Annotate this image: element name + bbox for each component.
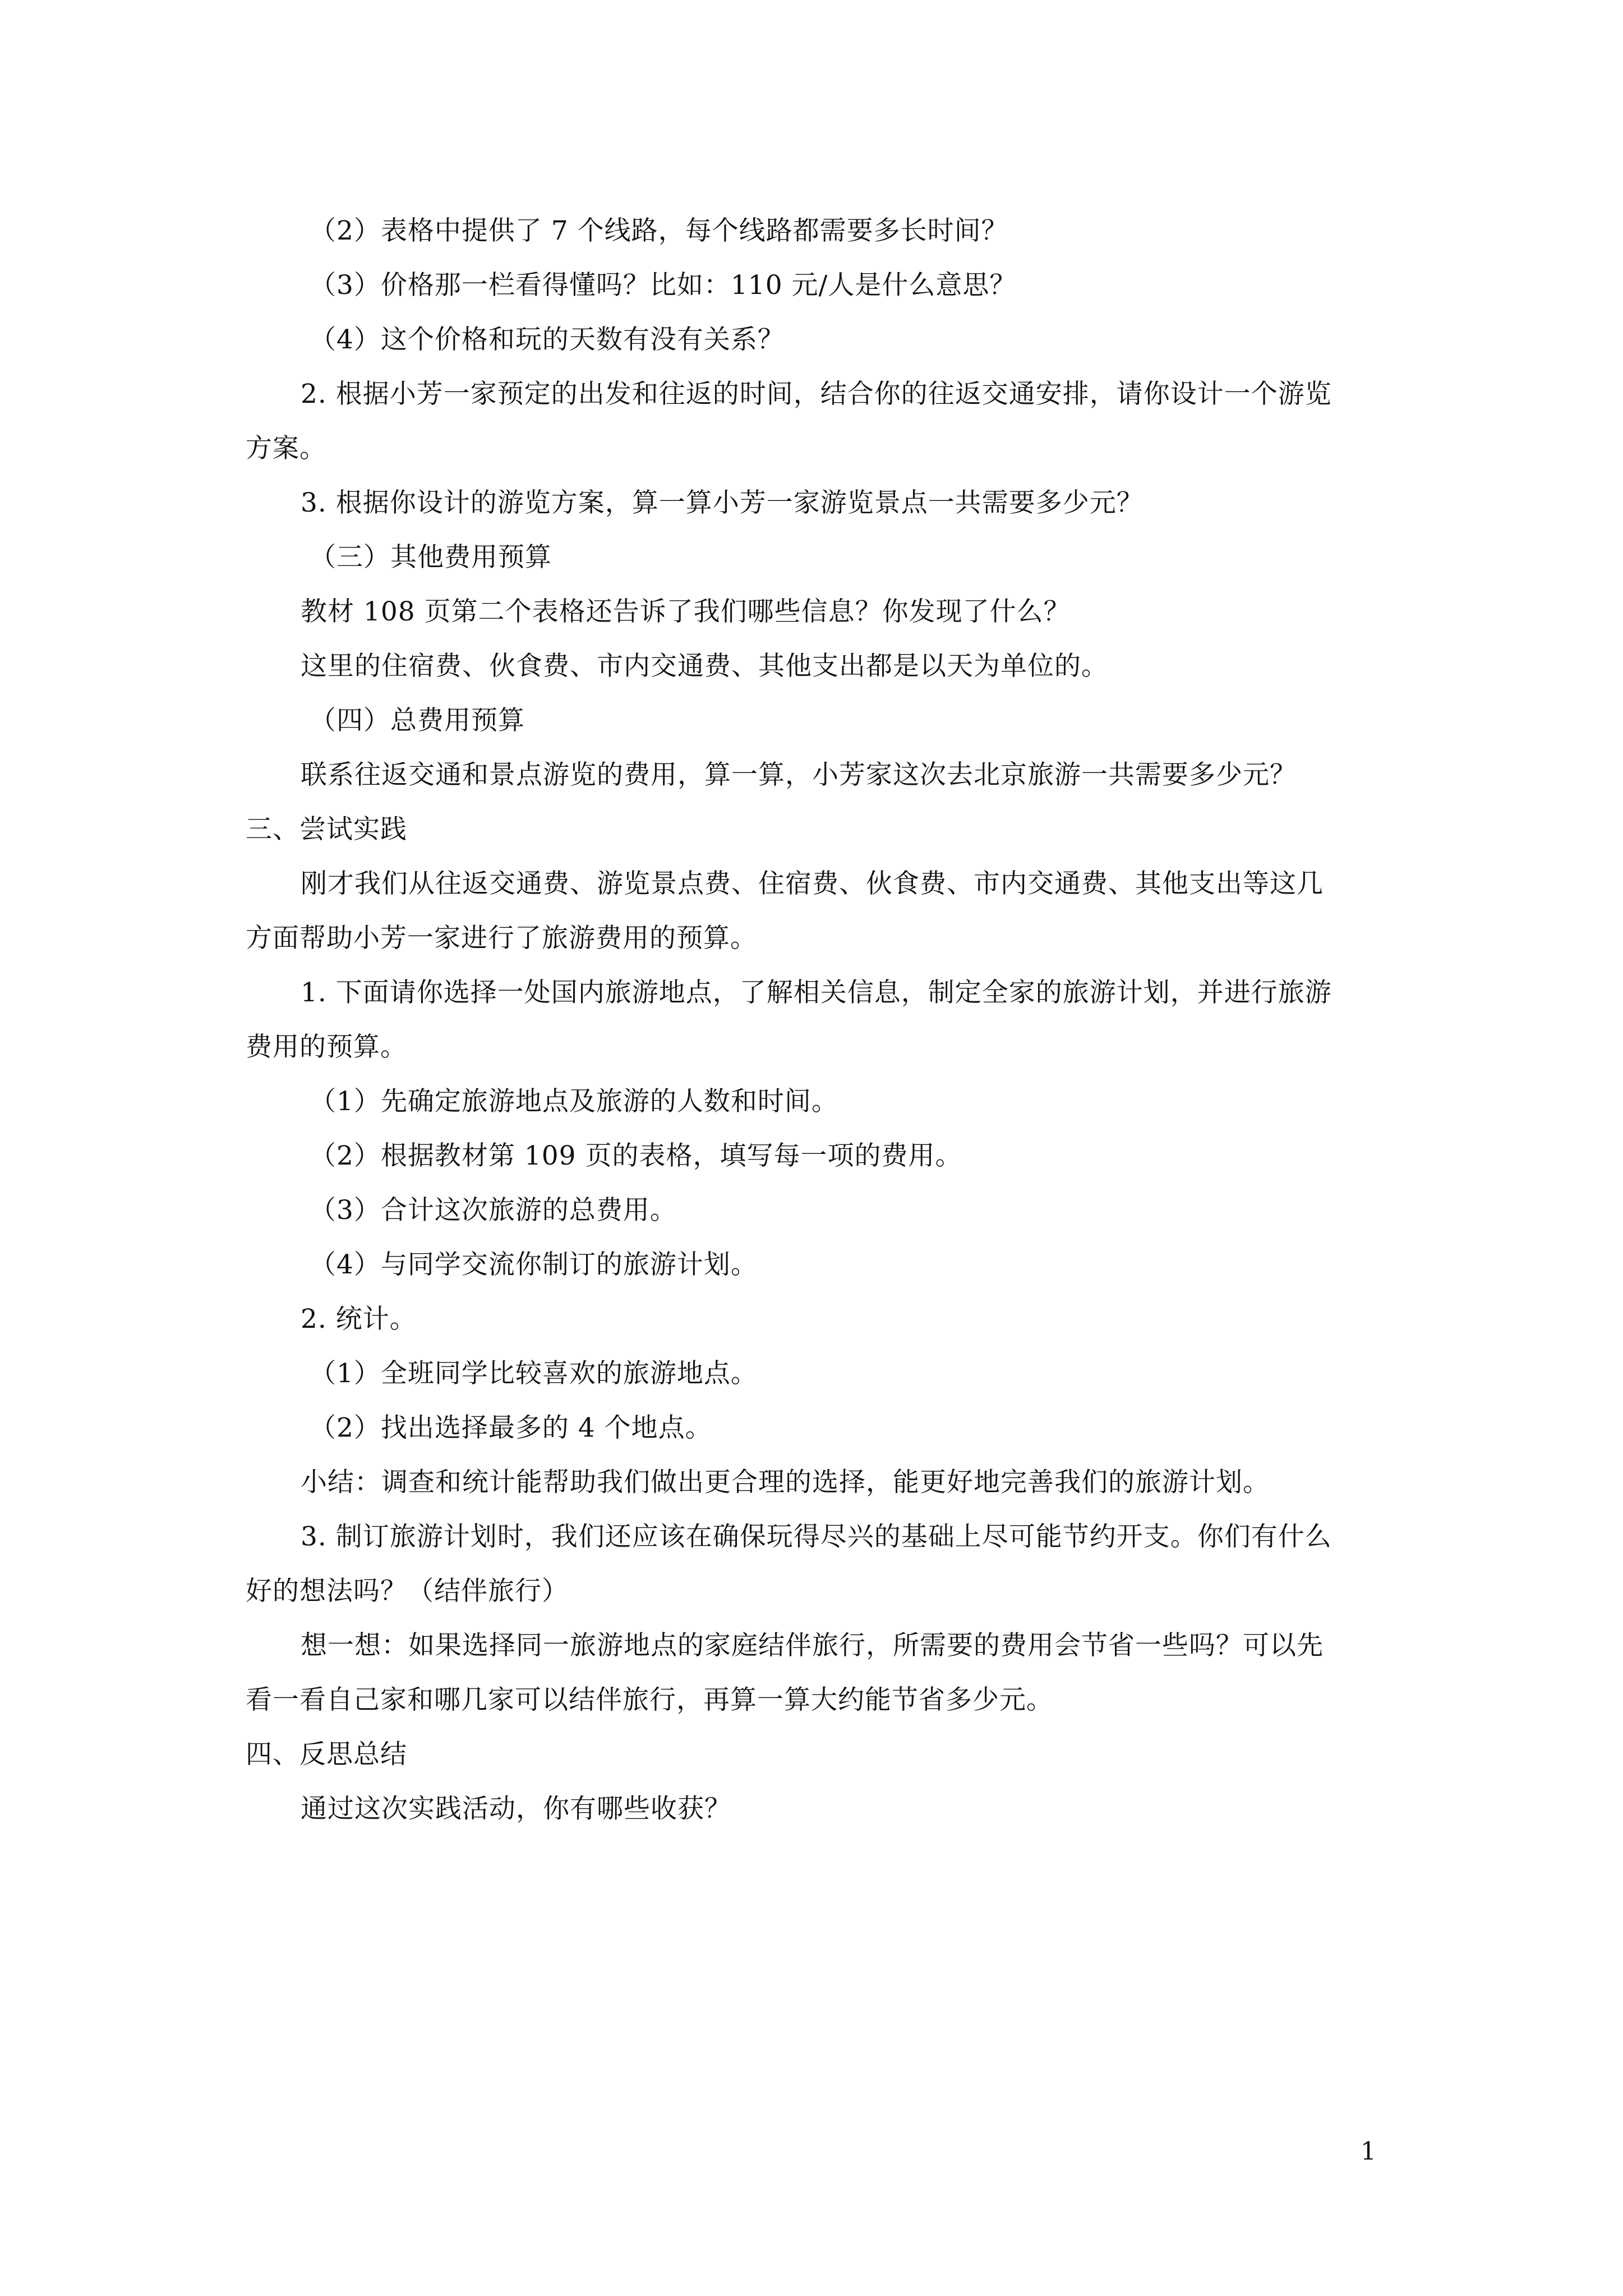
paragraph-line: （2）找出选择最多的 4 个地点。 [310, 1412, 712, 1443]
paragraph-line: 刚才我们从往返交通费、游览景点费、住宿费、伙食费、市内交通费、其他支出等这几 [301, 868, 1324, 899]
paragraph-line: 想一想：如果选择同一旅游地点的家庭结伴旅行，所需要的费用会节省一些吗？可以先 [301, 1630, 1324, 1661]
paragraph-line: 方面帮助小芳一家进行了旅游费用的预算。 [246, 923, 757, 954]
page-number: 1 [1361, 2137, 1376, 2166]
paragraph-line: 3. 制订旅游计划时，我们还应该在确保玩得尽兴的基础上尽可能节约开支。你们有什么 [301, 1521, 1332, 1552]
section-heading: 三、尝试实践 [246, 814, 407, 845]
paragraph-line: 联系往返交通和景点游览的费用，算一算，小芳家这次去北京旅游一共需要多少元？ [301, 760, 1297, 790]
section-heading: （三）其他费用预算 [310, 542, 552, 573]
paragraph-line: （2）根据教材第 109 页的表格，填写每一项的费用。 [310, 1140, 962, 1171]
section-heading: （四）总费用预算 [310, 705, 525, 736]
paragraph-line: 通过这次实践活动，你有哪些收获？ [301, 1793, 731, 1824]
paragraph-line: （4）这个价格和玩的天数有没有关系？ [310, 324, 785, 355]
paragraph-line: （3）价格那一栏看得懂吗？比如：110 元/人是什么意思？ [310, 270, 1017, 301]
paragraph-line: （1）全班同学比较喜欢的旅游地点。 [310, 1358, 758, 1389]
paragraph-line: （2）表格中提供了 7 个线路，每个线路都需要多长时间？ [310, 215, 1008, 246]
paragraph-line: 1. 下面请你选择一处国内旅游地点，了解相关信息，制定全家的旅游计划，并进行旅游 [301, 977, 1332, 1008]
section-heading: 四、反思总结 [246, 1739, 407, 1770]
paragraph-line: 方案。 [246, 433, 326, 464]
paragraph-line: （4）与同学交流你制订的旅游计划。 [310, 1249, 758, 1280]
paragraph-line: （1）先确定旅游地点及旅游的人数和时间。 [310, 1086, 838, 1117]
paragraph-line: 3. 根据你设计的游览方案，算一算小芳一家游览景点一共需要多少元？ [301, 487, 1144, 518]
paragraph-line: 好的想法吗？（结伴旅行） [246, 1576, 569, 1607]
paragraph-line: 小结：调查和统计能帮助我们做出更合理的选择，能更好地完善我们的旅游计划。 [301, 1467, 1270, 1498]
paragraph-line: 教材 108 页第二个表格还告诉了我们哪些信息？你发现了什么？ [301, 596, 1071, 627]
paragraph-line: 这里的住宿费、伙食费、市内交通费、其他支出都是以天为单位的。 [301, 651, 1108, 682]
paragraph-line: （3）合计这次旅游的总费用。 [310, 1195, 677, 1226]
paragraph-line: 2. 根据小芳一家预定的出发和往返的时间，结合你的往返交通安排，请你设计一个游览 [301, 379, 1332, 409]
paragraph-line: 费用的预算。 [246, 1032, 407, 1062]
paragraph-line: 2. 统计。 [301, 1304, 417, 1335]
paragraph-line: 看一看自己家和哪几家可以结伴旅行，再算一算大约能节省多少元。 [246, 1685, 1053, 1715]
